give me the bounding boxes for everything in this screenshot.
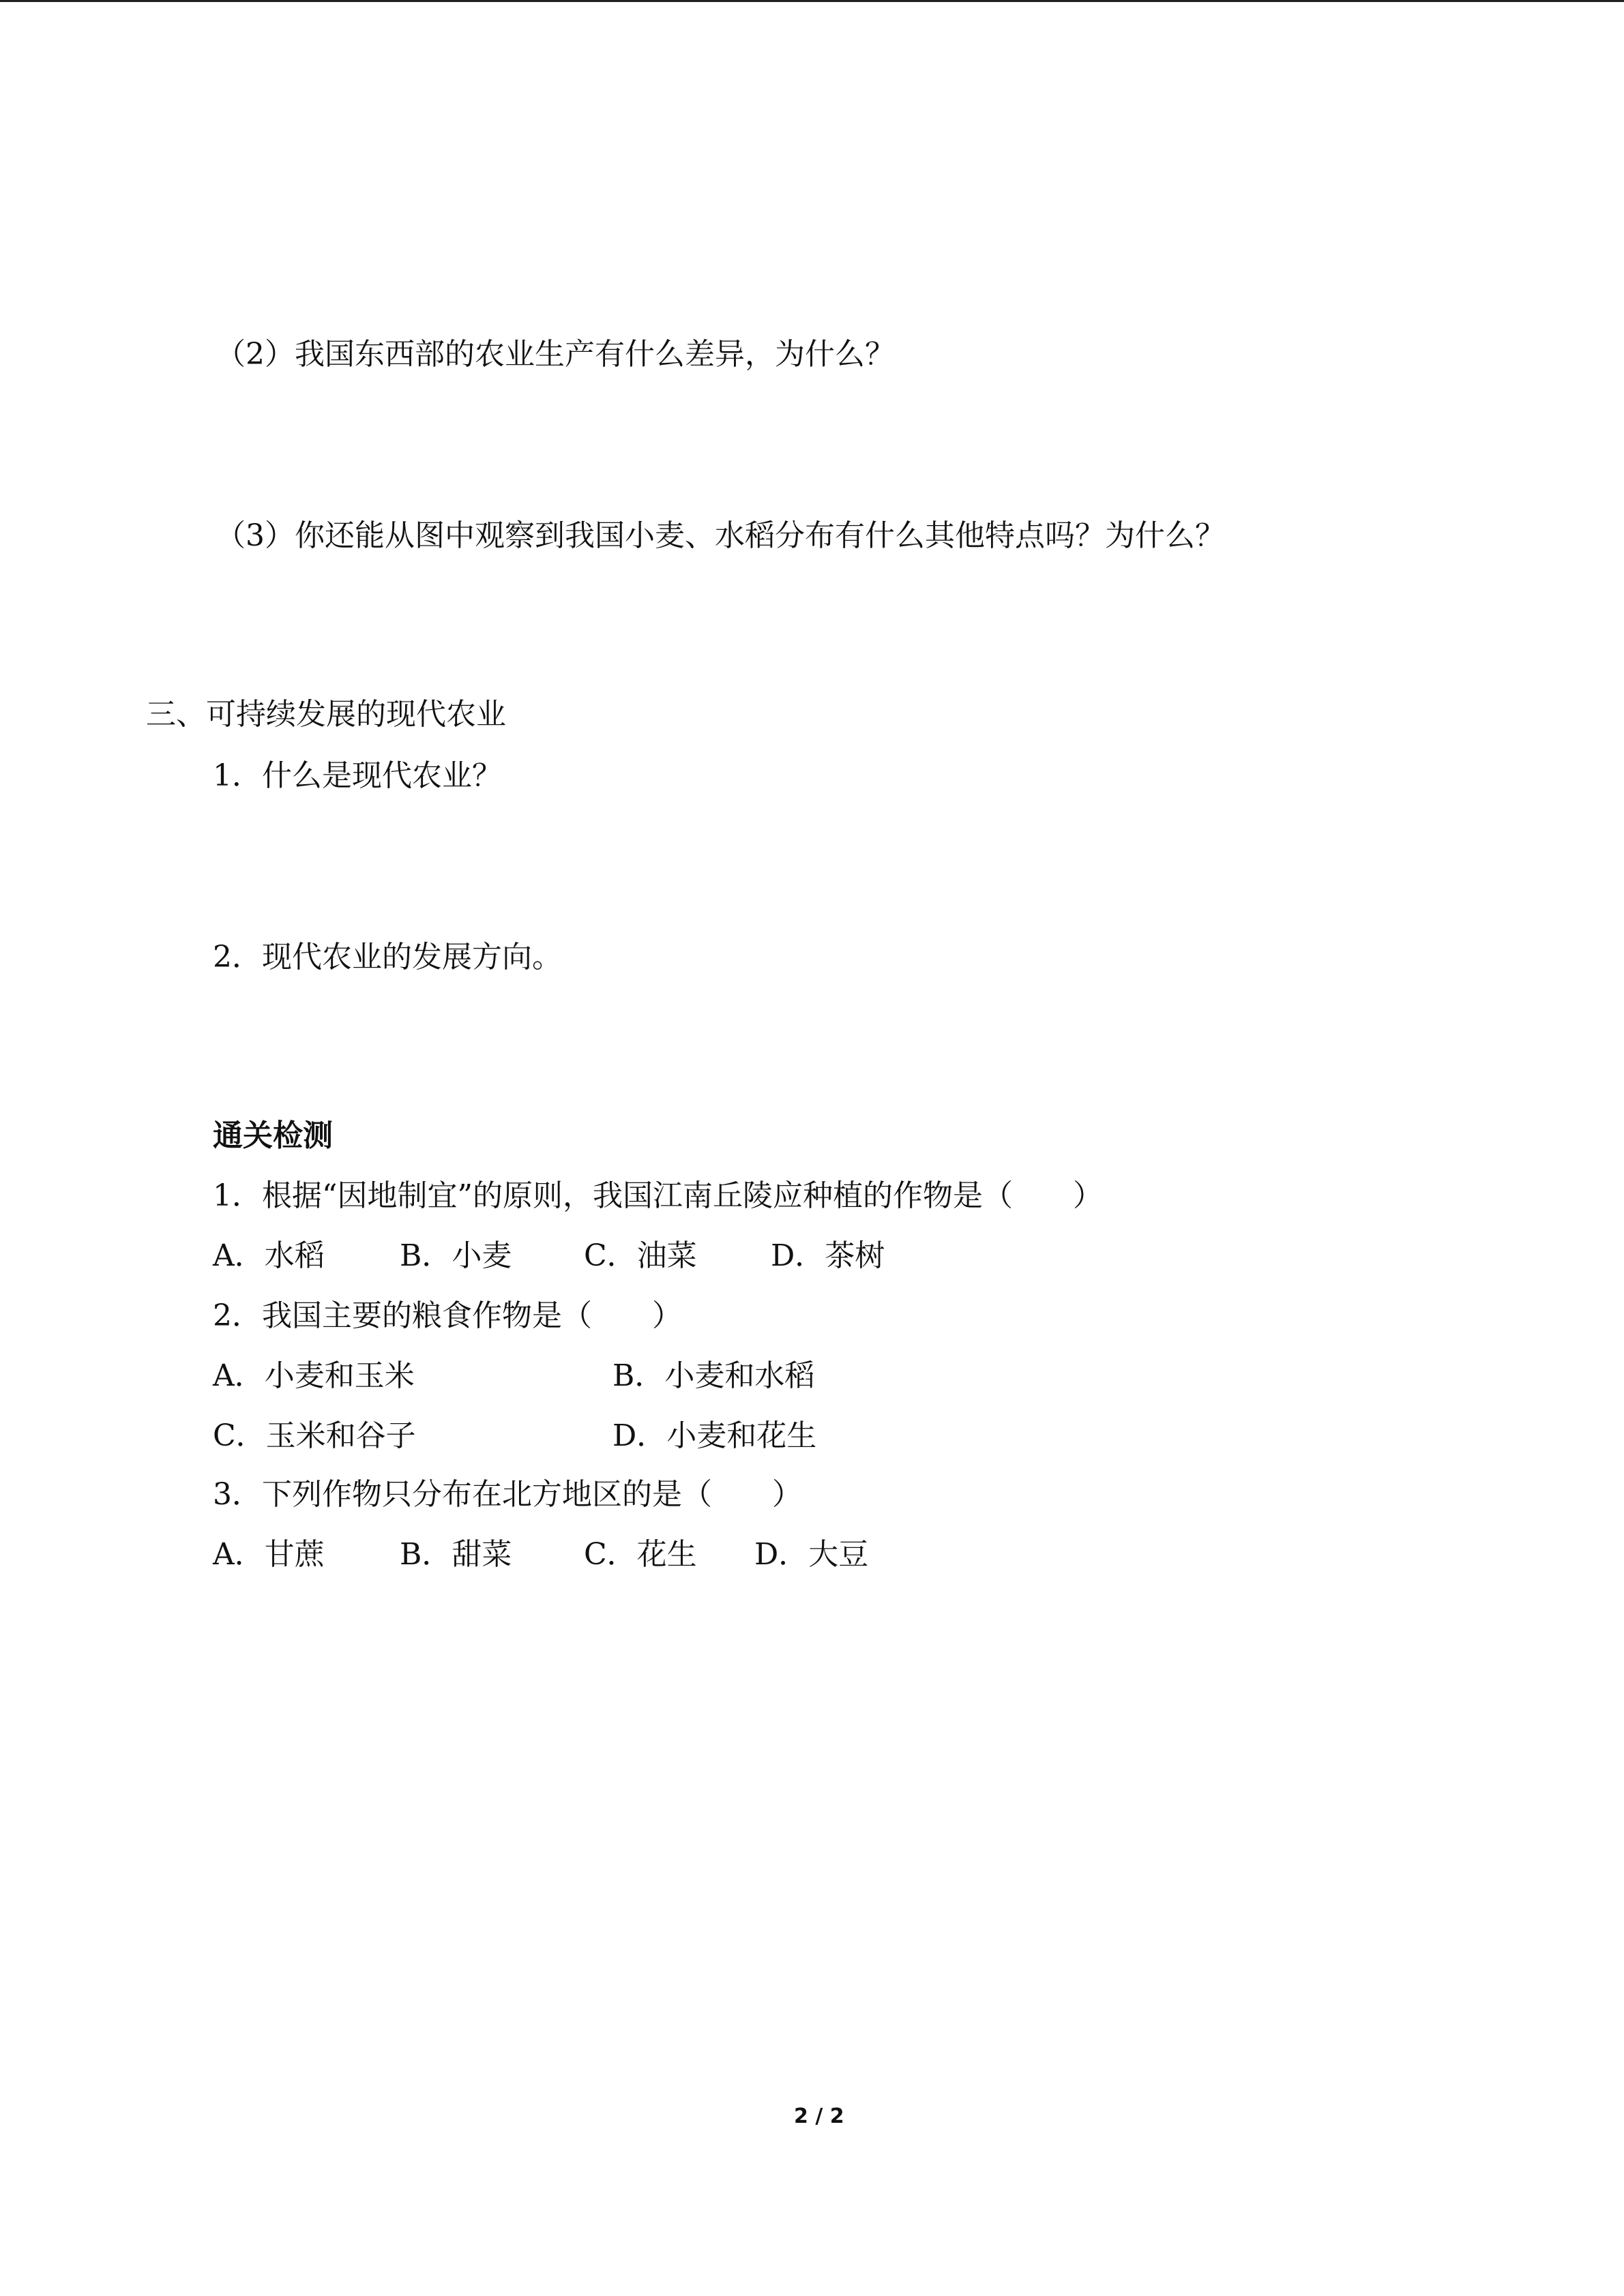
test-q3-option-a: A．甘蔗 — [213, 1537, 325, 1572]
top-border — [0, 0, 1624, 2]
test-q2-stem: 2．我国主要的粮食作物是（ ） — [213, 1298, 682, 1333]
test-q3-stem: 3．下列作物只分布在北方地区的是（ ） — [213, 1477, 802, 1512]
test-q1-option-b: B．小麦 — [400, 1238, 512, 1273]
test-q1-stem: 1．根据“因地制宜”的原则，我国江南丘陵应种植的作物是（ ） — [213, 1178, 1103, 1213]
test-heading: 通关检测 — [213, 1118, 333, 1153]
section-3-item-2: 2．现代农业的发展方向。 — [213, 940, 562, 974]
section-3-heading: 三、可持续发展的现代农业 — [146, 697, 506, 732]
test-q3-option-b: B．甜菜 — [400, 1537, 512, 1572]
test-q3-option-c: C．花生 — [584, 1537, 697, 1572]
test-q2-option-b: B．小麦和水稻 — [612, 1358, 815, 1393]
question-2-text: （2）我国东西部的农业生产有什么差异，为什么？ — [216, 337, 895, 372]
page-number: 2 / 2 — [794, 2104, 844, 2128]
test-q1-option-a: A．水稻 — [213, 1238, 325, 1273]
question-3-text: （3）你还能从图中观察到我国小麦、水稻分布有什么其他特点吗？为什么？ — [216, 518, 1225, 553]
test-q3-option-d: D．大豆 — [754, 1537, 869, 1572]
section-3-item-1: 1．什么是现代农业？ — [213, 758, 502, 793]
test-q1-option-d: D．茶树 — [771, 1238, 885, 1273]
test-q1-option-c: C．油菜 — [584, 1238, 697, 1273]
test-q2-option-d: D．小麦和花生 — [612, 1418, 817, 1453]
test-q2-option-c: C．玉米和谷子 — [213, 1418, 416, 1453]
test-q2-option-a: A．小麦和玉米 — [213, 1358, 415, 1393]
